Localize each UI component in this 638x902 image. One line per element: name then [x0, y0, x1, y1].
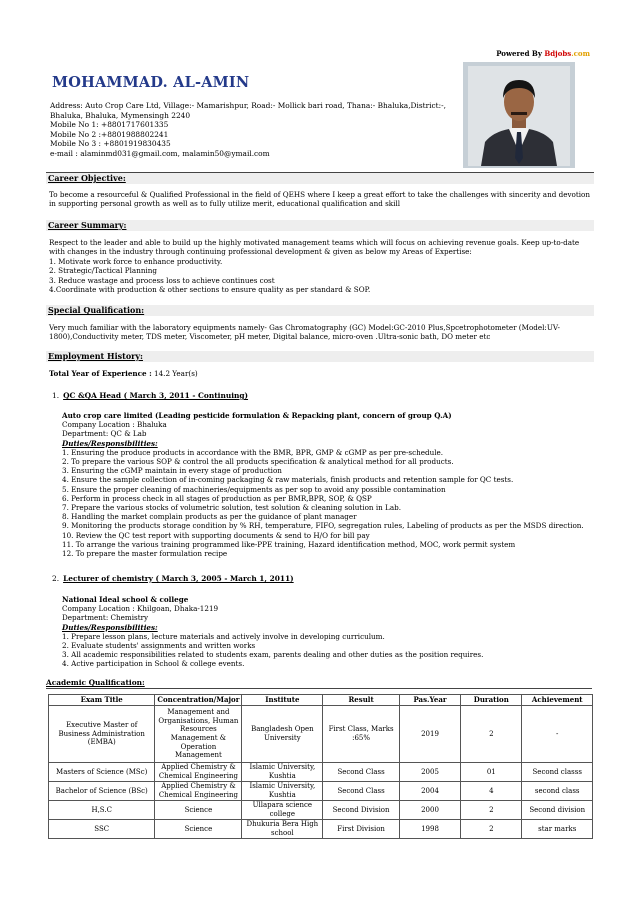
candidate-name: MOHAMMAD. AL-AMIN [52, 74, 250, 91]
duty-item: 2. To prepare the various SOP & control the all products specification & analytical method for all products. [62, 457, 454, 467]
academic-header-row [49, 695, 593, 706]
academic-qualification-heading: Academic Qualification: [46, 678, 592, 689]
summary-item: 4.Coordinate with production & other sections to ensure quality as per standard & SOP. [49, 285, 371, 295]
table-cell: Second Class [323, 782, 400, 801]
special-qualification-text: Very much familiar with the laboratory equipments namely- Gas Chromatography (GC) Model:GC-2010 Plus,Spcetrophotometer (Model:UV-1800),Conductivity meter, TDS meter, Viscometer, pH meter, Digital balance, micro-oven .Ultra-sonic bath, DO meter etc [49, 323, 560, 342]
duty-item: 11. To arrange the various training programmed like-PPE training, Hazard identification method, MOC, work permit system [62, 539, 516, 549]
career-objective-text: To become a resourceful & Qualified Professional in the field of QEHS where I keep a great effort to take the challenges with sincerity and devotion in supporting personal growth as well as to fully utilize merit, educational qualification and skill [49, 190, 590, 209]
table-cell: Islamic University, Kushtia [242, 782, 323, 801]
table-row [49, 801, 593, 820]
profile-photo-image [463, 62, 575, 168]
duty-item: 1. Prepare lesson plans, lecture materials and actively involve in developing curriculum. [62, 631, 385, 641]
duty-item: 9. Monitoring the products storage condition by % RH, temperature, FIFO, segregation rules, Labeling of products as per the MSDS direction. [62, 521, 584, 531]
column-header: Concentration/Major [155, 695, 242, 706]
column-header: Achievement [522, 695, 593, 706]
table-cell: 2 [461, 820, 522, 839]
table-cell: Masters of Science (MSc) [49, 763, 155, 782]
table-cell: 2 [461, 706, 522, 763]
career-summary-intro: Respect to the leader and able to build up the highly motivated management teams which will focus on achieving revenue goals. Keep up-to-date with changes in the industry through continuing professional development & given as below my Areas of Expertise: [49, 238, 580, 257]
table-cell: Science [155, 801, 242, 820]
duty-item: 6. Perform in process check in all stages of production as per BMR,BPR, SOP, & QSP [62, 493, 372, 503]
powered-by [496, 49, 590, 58]
job-2-title [52, 574, 294, 583]
duty-item: 8. Handling the market complain products as per the guidance of plant manager [62, 512, 357, 522]
table-cell: star marks [522, 820, 593, 839]
job-2-company: National Ideal school & college [62, 595, 189, 604]
table-cell: Ullapara science college [242, 801, 323, 820]
job-1-details [62, 411, 602, 558]
table-cell: 1998 [399, 820, 460, 839]
duty-item: 4. Ensure the sample collection of in-coming packaging & raw materials, finish products and retention sample for QC tests. [62, 475, 514, 485]
table-row [49, 782, 593, 801]
table-cell: First Division [323, 820, 400, 839]
summary-item: 3. Reduce wastage and process loss to achieve continues cost [49, 275, 275, 285]
job-1-number: 1. [52, 391, 60, 400]
academic-table [48, 694, 593, 839]
powered-by-prefix: Powered By [496, 49, 545, 58]
table-cell: 2005 [399, 763, 460, 782]
job-1-title [52, 391, 248, 400]
job-2-location: Company Location : Khilgoan, Dhaka-1219 [62, 604, 219, 614]
table-cell: second class [522, 782, 593, 801]
duty-item: 3. Ensuring the cGMP maintain in every stage of production [62, 466, 282, 476]
table-row [49, 820, 593, 839]
duty-item: 10. Review the QC test report with supporting documents & send to H/O for bill pay [62, 530, 370, 540]
table-cell: Science [155, 820, 242, 839]
total-experience [49, 369, 594, 378]
summary-item: 2. Strategic/Tactical Planning [49, 266, 157, 276]
career-objective-heading: Career Objective: [46, 172, 594, 184]
career-summary-block [49, 238, 594, 294]
mobile-3: Mobile No 3 : +8801919830435 [50, 139, 171, 149]
duty-item: 2. Evaluate students' assignments and written works [62, 641, 256, 651]
summary-item: 1. Motivate work force to enhance productivity. [49, 256, 223, 266]
job-1-company: Auto crop care limited (Leading pesticide formulation & Repacking plant, concern of group Q.A) [62, 411, 452, 420]
table-cell: 01 [461, 763, 522, 782]
column-header: Duration [461, 695, 522, 706]
job-2-duties-label: Duties/Responsibilities: [62, 622, 158, 632]
duty-item: 3. All academic responsibilities related to students exam, parents dealing and other duties as the position requires. [62, 650, 484, 660]
table-cell: First Class, Marks :65% [323, 706, 400, 763]
table-cell: Bangladesh Open University [242, 706, 323, 763]
contact-block [50, 101, 455, 159]
table-cell: Second Division [323, 801, 400, 820]
table-cell: 2004 [399, 782, 460, 801]
column-header: Institute [242, 695, 323, 706]
table-cell: Second classs [522, 763, 593, 782]
profile-photo [463, 62, 575, 168]
table-cell: Executive Master of Business Administration (EMBA) [49, 706, 155, 763]
table-cell: Second Class [323, 763, 400, 782]
table-cell: Management and Organisations, Human Resources Management & Operation Management [155, 706, 242, 763]
total-experience-value: 14.2 Year(s) [151, 369, 198, 378]
table-row [49, 763, 593, 782]
column-header: Pas.Year [399, 695, 460, 706]
career-summary-heading: Career Summary: [46, 220, 594, 231]
table-cell: 2 [461, 801, 522, 820]
table-cell: Applied Chemistry & Chemical Engineering [155, 782, 242, 801]
column-header: Exam Title [49, 695, 155, 706]
total-experience-label: Total Year of Experience : [49, 369, 152, 378]
job-2-department: Department: Chemistry [62, 613, 149, 623]
table-cell: Applied Chemistry & Chemical Engineering [155, 763, 242, 782]
mobile-2: Mobile No 2 :+8801988802241 [50, 129, 169, 139]
duty-item: 4. Active participation in School & college events. [62, 659, 245, 669]
special-qualification-heading: Special Qualification: [46, 305, 594, 316]
duty-item: 1. Ensuring the produce products in accordance with the BMR, BPR, GMP & cGMP as per pre-schedule. [62, 447, 444, 457]
table-cell: 4 [461, 782, 522, 801]
job-1-duties-label: Duties/Responsibilities: [62, 438, 158, 448]
mobile-1: Mobile No 1: +8801717601335 [50, 120, 169, 130]
column-header: Result [323, 695, 400, 706]
table-row [49, 706, 593, 763]
table-cell: - [522, 706, 593, 763]
powered-by-domain: .com [571, 49, 590, 58]
job-1-location: Company Location : Bhaluka [62, 420, 167, 430]
duty-item: 7. Prepare the various stocks of volumetric solution, test solution & cleaning solution in Lab. [62, 503, 401, 513]
job-1-department: Department: QC & Lab [62, 429, 147, 439]
address-text: Address: Auto Crop Care Ltd, Village:- Mamarishpur, Road:- Mollick bari road, Thana:- Bhaluka,District:-, Bhaluka, Bhaluka, Mymensingh 2240 [50, 101, 446, 120]
job-2-number: 2. [52, 574, 60, 583]
job-2-details [62, 595, 602, 669]
table-cell: Second division [522, 801, 593, 820]
duty-item: 12. To prepare the master formulation recipe [62, 549, 228, 559]
table-cell: H,S.C [49, 801, 155, 820]
email-text: e-mail : alaminmd031@gmail.com, malamin50@ymail.com [50, 148, 270, 158]
job-1-title-text: QC &QA Head ( March 3, 2011 - Continuing) [63, 391, 249, 400]
powered-by-brand[interactable]: Bdjobs [544, 49, 572, 58]
table-cell: Bachelor of Science (BSc) [49, 782, 155, 801]
table-cell: 2019 [399, 706, 460, 763]
duty-item: 5. Ensure the proper cleaning of machineries/equipments as per sop to avoid any possible contamination [62, 484, 446, 494]
employment-history-heading: Employment History: [46, 351, 594, 362]
table-cell: Dhukuria Bera High school [242, 820, 323, 839]
table-cell: Islamic University, Kushtia [242, 763, 323, 782]
job-2-title-text: Lecturer of chemistry ( March 3, 2005 - March 1, 2011) [63, 574, 294, 583]
table-cell: 2000 [399, 801, 460, 820]
table-cell: SSC [49, 820, 155, 839]
